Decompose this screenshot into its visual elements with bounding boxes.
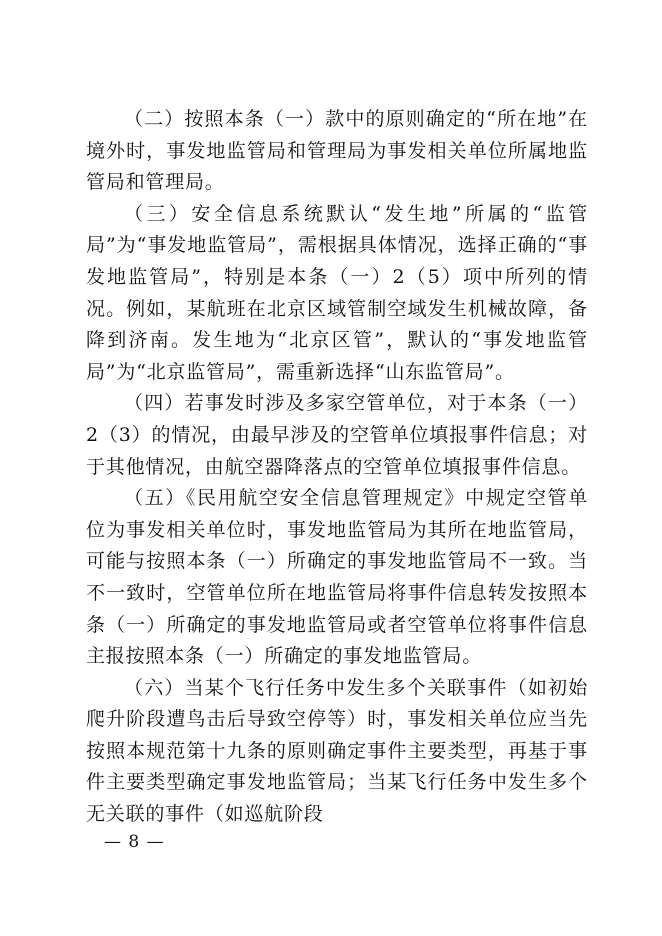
paragraph-5: （五）《民用航空安全信息管理规定》中规定空管单位为事发相关单位时，事发地监管局为其所在地监管局，可能与按照本条（一）所确定的事发地监管局不一致。当不一致时，空管单位所在地监管局将事件信息转发按照本条（一）所确定的事发地监管局或者空管单位将事件信息主报按照本条（一）所确定的事发地监管局。	[86, 487, 588, 668]
document-body	[86, 104, 588, 831]
page-number: — 8 —	[104, 832, 165, 852]
paragraph-2: （二）按照本条（一）款中的原则确定的“所在地”在境外时，事发地监管局和管理局为事发相关单位所属地监管局和管理局。	[86, 108, 588, 194]
paragraph-3: （三）安全信息系统默认“发生地”所属的“监管局”为“事发地监管局”，需根据具体情况，选择正确的“事发地监管局”，特别是本条（一）2（5）项中所列的情况。例如，某航班在北京区域管制空域发生机械故障，备降到济南。发生地为“北京区管”，默认的“事发地监管局”为“北京监管局”，需重新选择“山东监管局”。	[86, 202, 588, 383]
paragraph-4: （四）若事发时涉及多家空管单位，对于本条（一）2（3）的情况，由最早涉及的空管单位填报事件信息；对于其他情况，由航空器降落点的空管单位填报事件信息。	[86, 392, 588, 478]
paragraph-6: （六）当某个飞行任务中发生多个关联事件（如初始爬升阶段遭鸟击后导致空停等）时，事发相关单位应当先按照本规范第十九条的原则确定事件主要类型，再基于事件主要类型确定事发地监管局；当某飞行任务中发生多个无关联的事件（如巡航阶段	[86, 676, 588, 826]
